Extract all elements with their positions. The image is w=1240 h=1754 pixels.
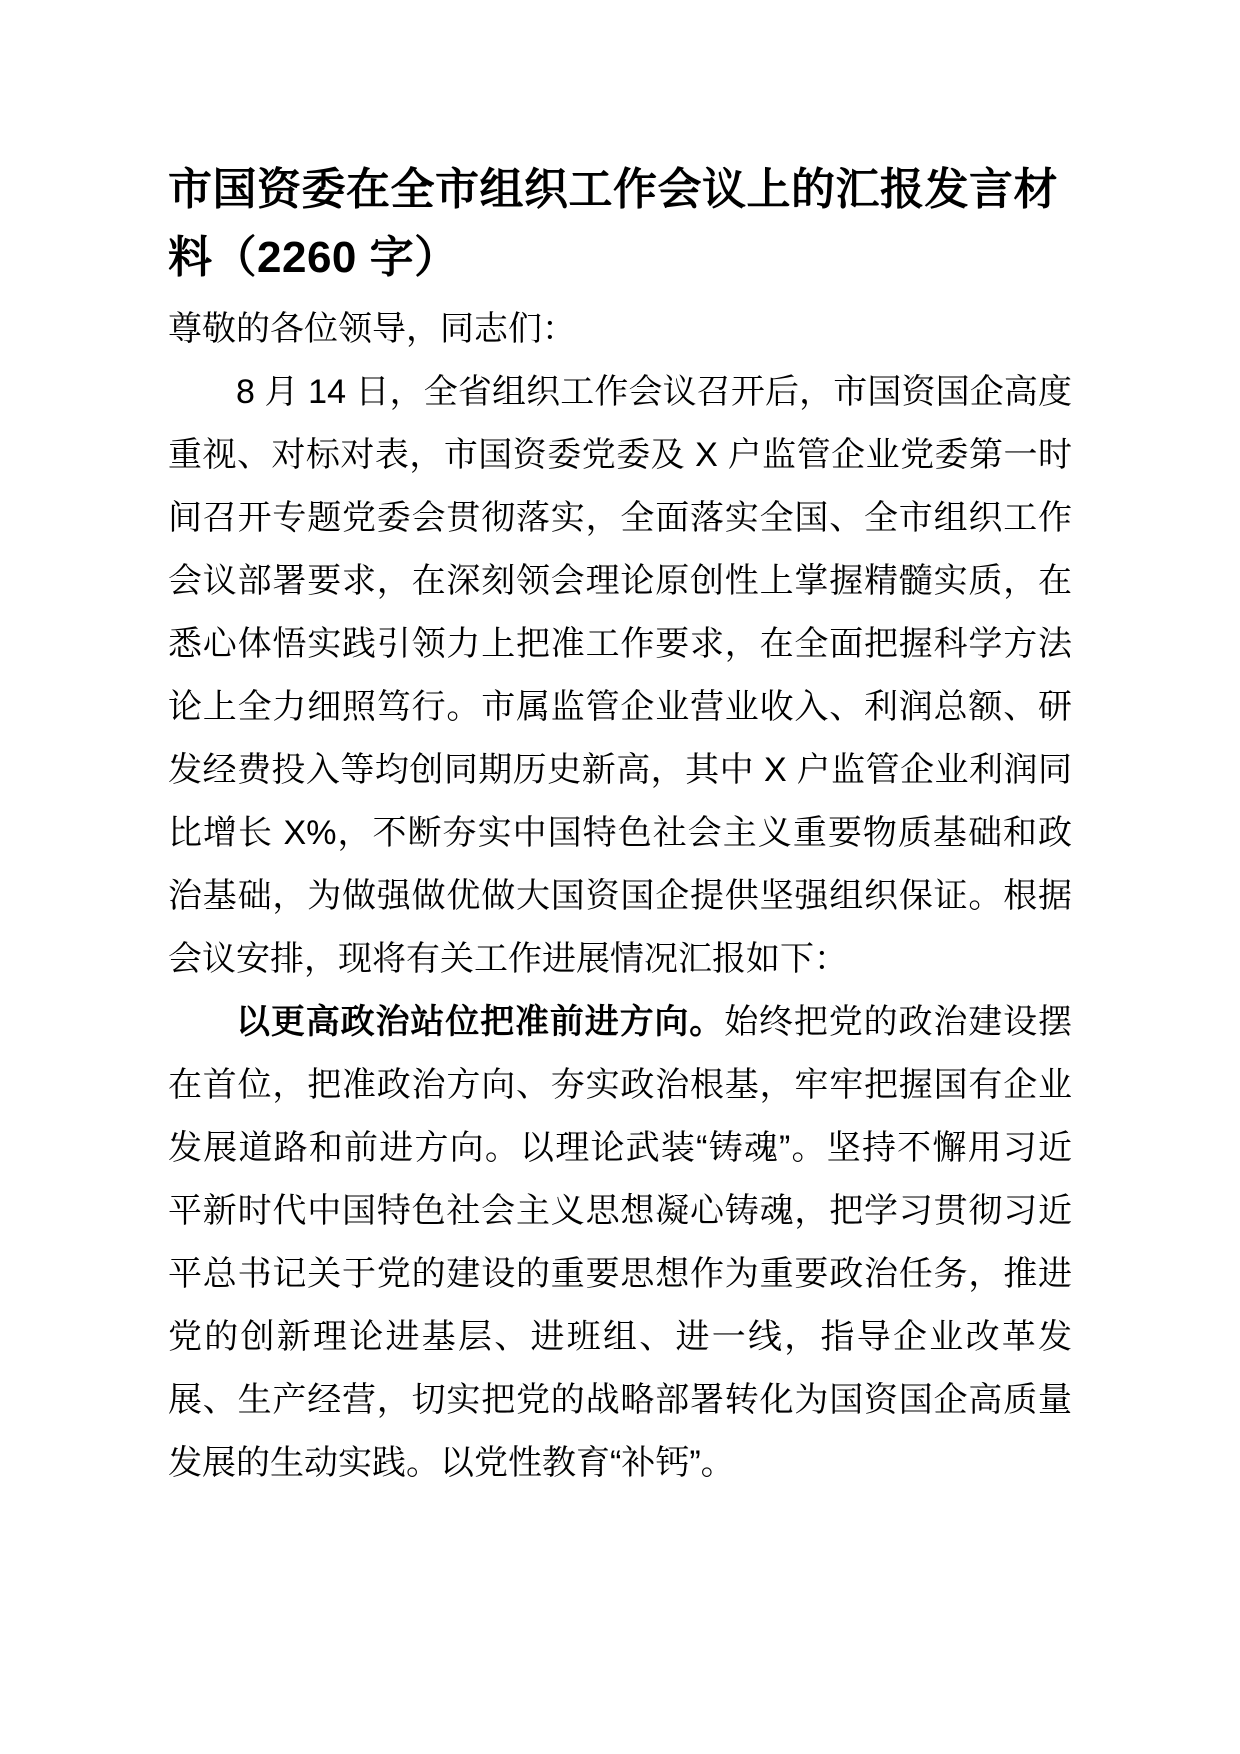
paragraph-report-intro: 8 月 14 日，全省组织工作会议召开后，市国资国企高度重视、对标对表，市国资委党委及 X 户监管企业党委第一时间召开专题党委会贯彻落实，全面落实全国、全市组织工作会议部署要求，在深刻领会理论原创性上掌握精髓实质，在悉心体悟实践引领力上把准工作要求，在全面把握科学方法论上全力细照笃行。市属监管企业营业收入、利润总额、研发经费投入等均创同期历史新高，其中 X 户监管企业利润同比增长 X%，不断夯实中国特色社会主义重要物质基础和政治基础，为做强做优做大国资国企提供坚强组织保证。根据会议安排，现将有关工作进展情况汇报如下： xyxy=(168,373,1072,978)
paragraph-bold-lead: 以更高政治站位把准前进方向。 xyxy=(236,1003,725,1041)
salutation-line: 尊敬的各位领导，同志们： xyxy=(168,310,576,348)
paragraph-body-text: 始终把党的政治建设摆在首位，把准政治方向、夯实政治根基，牢牢把握国有企业发展道路和前进方向。以理论武装“铸魂”。坚持不懈用习近平新时代中国特色社会主义思想凝心铸魂，把学习贯彻习近平总书记关于党的建设的重要思想作为重要政治任务，推进党的创新理论进基层、进班组、进一线，指导企业改革发展、生产经营，切实把党的战略部署转化为国资国企高质量发展的生动实践。以党性教育“补钙”。 xyxy=(168,1003,1073,1482)
document-title: 市国资委在全市组织工作会议上的汇报发言材料（2260 字） xyxy=(168,165,1058,282)
paragraph-political-direction xyxy=(168,991,1072,1495)
